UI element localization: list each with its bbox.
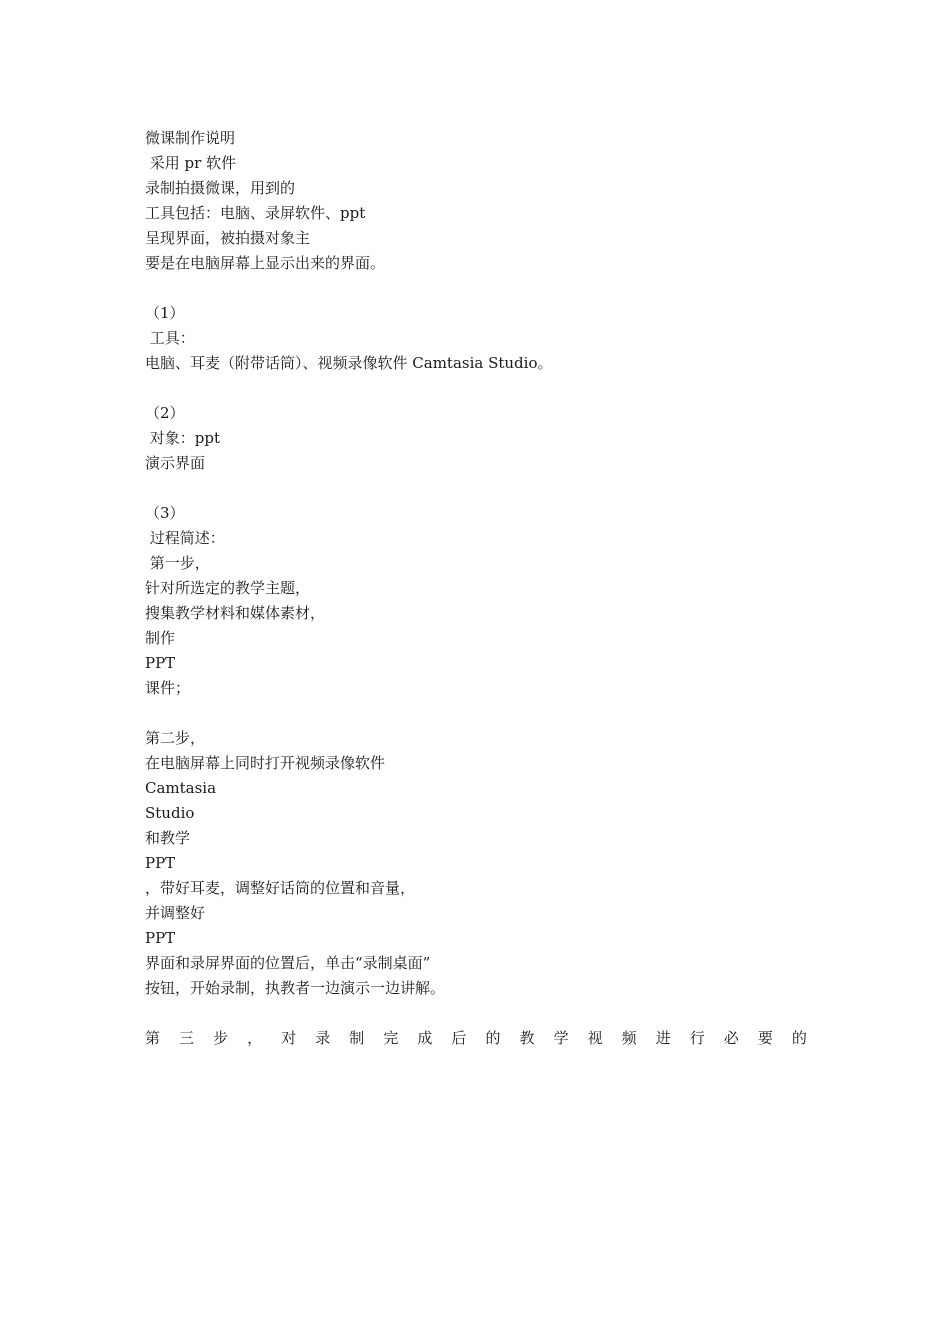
paragraph-line: 并调整好 — [145, 904, 206, 922]
paragraph-line: 过程简述： — [145, 529, 225, 547]
justified-char: 第 — [145, 1029, 161, 1047]
paragraph-line: 采用 pr 软件 — [145, 154, 237, 172]
justified-char: 三 — [179, 1029, 195, 1047]
paragraph-line: PPT — [145, 929, 176, 947]
paragraph-line: 和教学 — [145, 829, 191, 847]
justified-char: 要 — [757, 1029, 773, 1047]
justified-char: 完 — [383, 1029, 399, 1047]
document-body — [145, 126, 825, 1051]
justified-char: 进 — [655, 1029, 671, 1047]
paragraph-line: 演示界面 — [145, 454, 206, 472]
paragraph-line: 要是在电脑屏幕上显示出来的界面。 — [145, 254, 386, 272]
paragraph-line: 工具包括：电脑、录屏软件、ppt — [145, 204, 366, 222]
paragraph-line: 录制拍摄微课，用到的 — [145, 179, 296, 197]
paragraph-line: PPT — [145, 654, 176, 672]
paragraph-line: 工具： — [145, 329, 195, 347]
paragraph-line: 课件； — [145, 679, 191, 697]
blank-line — [145, 276, 825, 301]
paragraph-line: 针对所选定的教学主题， — [145, 579, 311, 597]
justified-char: 制 — [349, 1029, 365, 1047]
justified-line — [145, 1026, 807, 1051]
paragraph-line: ，带好耳麦，调整好话筒的位置和音量， — [145, 879, 416, 897]
paragraph-line: Studio — [145, 804, 195, 822]
blank-line — [145, 701, 825, 726]
paragraph-line: （2） — [145, 404, 185, 422]
paragraph-line: 电脑、耳麦（附带话筒）、视频录像软件 Camtasia Studio。 — [145, 354, 553, 372]
paragraph-line: 微课制作说明 — [145, 129, 236, 147]
paragraph-line: 界面和录屏界面的位置后，单击“录制桌面” — [145, 954, 431, 972]
paragraph-line: 制作 — [145, 629, 176, 647]
paragraph-line: PPT — [145, 854, 176, 872]
justified-char: 对 — [281, 1029, 297, 1047]
paragraph-line: （3） — [145, 504, 185, 522]
justified-char: 成 — [417, 1029, 433, 1047]
justified-char: 必 — [723, 1029, 739, 1047]
paragraph-line: 第二步， — [145, 729, 206, 747]
paragraph-line: 搜集教学材料和媒体素材， — [145, 604, 326, 622]
justified-char: 的 — [485, 1029, 501, 1047]
blank-line — [145, 1001, 825, 1026]
justified-char: ， — [247, 1029, 263, 1047]
blank-line — [145, 476, 825, 501]
justified-char: 频 — [621, 1029, 637, 1047]
paragraph-line: 对象：ppt — [145, 429, 221, 447]
paragraph-line: （1） — [145, 304, 185, 322]
justified-char: 步 — [213, 1029, 229, 1047]
blank-line — [145, 376, 825, 401]
paragraph-line: 按钮，开始录制，执教者一边演示一边讲解。 — [145, 979, 446, 997]
justified-char: 视 — [587, 1029, 603, 1047]
justified-char: 教 — [519, 1029, 535, 1047]
justified-char: 行 — [689, 1029, 705, 1047]
justified-char: 后 — [451, 1029, 467, 1047]
paragraph-line: Camtasia — [145, 779, 217, 797]
justified-char: 录 — [315, 1029, 331, 1047]
paragraph-line: 呈现界面，被拍摄对象主 — [145, 229, 311, 247]
paragraph-line: 第一步， — [145, 554, 210, 572]
paragraph-line: 在电脑屏幕上同时打开视频录像软件 — [145, 754, 386, 772]
justified-char: 学 — [553, 1029, 569, 1047]
justified-char: 的 — [791, 1029, 807, 1047]
